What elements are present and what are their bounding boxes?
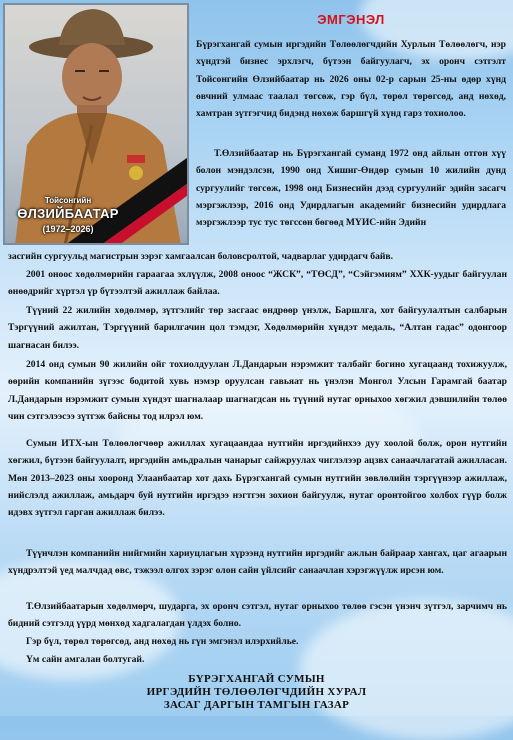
footer-line-1: БҮРЭГХАНГАЙ СУМЫН bbox=[188, 673, 325, 685]
paragraph-10: Үм сайн амгалан болтугай. bbox=[26, 654, 145, 665]
paragraph-6: Сумын ИТХ-ын Төлөөлөгчөөр ажиллах хугацаандаа нутгийн иргэдийнхээ дуу хоолой болж, орон нутгийн хөгжил, бүтээн байгуулалт, иргэдийн амьдралын чанарыг сайжруулах чиглэлээр ацзвх санаачлагатай ажилласан. Мөн 2013–2023 оны хооронд Улаанбаатар хот дахь Бүрэгхангай сумын нутгийн зөвлөлийн тэргүүнээр ажиллаж, нийслэлд ажиллаж, амьдарч буй нутгийн иргэдээ нэгтгэн зохион байгуулж, нутаг оронтойгоо холбох гүүр болж идэвх зүтгэл гарган ажиллаж билээ. bbox=[8, 438, 507, 519]
footer-line-2: ИРГЭДИЙН ТӨЛӨӨЛӨГЧДИЙН ХУРАЛ bbox=[146, 686, 367, 698]
paragraph-9: Гэр бүл, төрөл төрөгсөд, анд нөхөд нь гүн эмгэнэл илэрхийлье. bbox=[26, 636, 299, 647]
portrait-caption-patronymic: Тойсонгийн bbox=[44, 196, 92, 205]
page-title: ЭМГЭНЭЛ bbox=[317, 12, 385, 27]
paragraph-2-tail: засгийн сургуульд магистрын зэрэг хамгаалсан боловсролтой, чадварлаг удирдагч байв. bbox=[8, 251, 393, 262]
paragraph-1: Бүрэгхангай сумын иргэдийн Төлөөлөгчдийн Хурлын Төлөөлөгч, нэр хүндтэй бизнес эрхлэгч, бүтээн байгуулагч, эх оронч сэтгэлт Тойсонгийн Өлзийбаатар нь 2026 оны 02-р сарын 25-ны өдөр хүнд өвчний улмаас таалал төгсөж, гэр бүл, төрөл төрөгсөд, анд нөхөд, хамтран зүтгэгчид бидэнд нөхөж баршгүй хүнд гарз тохиолоо. bbox=[196, 39, 506, 120]
paragraph-7: Түүнчлэн компанийн нийгмийн хариуцлагын хүрээнд нутгийн иргэдийг ажлын байраар хангах, цаг агаарын хүндрэлтэй үед малчдад өвс, тэжээл олгох зэрэг олон сайн үйлсийг санаачлан хэрэгжүүлж ирсэн юм. bbox=[8, 548, 507, 577]
portrait-caption-years: (1972–2026) bbox=[42, 224, 94, 234]
paragraph-5: 2014 онд сумын 90 жилийн ойг тохиолдуулан Л.Дандарын нэрэмжит талбайг богино хугацаанд тохижуулж, өөрийн компанийн зүгээс бодитой хувь нэмэр оруулсан гавьяат нь үнэлэн Монгол Улсын Гарамгай баатар Л.Дандарын нэрэмжит сумын хүндэт шагналаар шагнагдсан нь түүний нутаг орныхоо хөгжил дэвшилийн төлөө чин сэтгэлээсээ зүтгэж байсны тод илрэл юм. bbox=[8, 359, 507, 422]
paragraph-8: Т.Өлзийбаатарын хөдөлмөрч, шударга, эх оронч сэтгэл, нутаг орныхоо төлөө гэсэн үнэнч зүтгэл, зарчимч нь бидний сэтгэлд үүрд мөнхөд хадгалагдан үлдэх болно. bbox=[8, 601, 507, 630]
paragraph-2-head: Т.Өлзийбаатар нь Бүрэгхангай суманд 1972 онд айлын отгон хүү болон мэндэлсэн, 1990 онд Хишиг-Өндөр сумын 10 жилийн дунд сургуулийг төгсөж, 1998 онд Бизнесийн дээд сургуулийг эдийн засагч мэргэжлээр, 2016 онд Удирдлагын академийг бизнесийн удирдлага мэргэжлээр тус тус төгссөн бөгөөд МҮИС-ийн Эдийн bbox=[196, 148, 506, 229]
footer-line-3: ЗАСАГ ДАРГЫН ТАМГЫН ГАЗАР bbox=[163, 699, 350, 711]
paragraph-3: 2001 оноос хөдөлмөрийн гараагаа эхлүүлж, 2008 оноос “ЖСК”, “ТӨСД”, “Сэйгэмиям” ХХК-уудыг байгуулан өнөөдрийг хүртэл үр бүтээлтэй ажиллаж байлаа. bbox=[8, 269, 507, 298]
portrait-caption-name: ӨЛЗИЙБААТАР bbox=[17, 206, 119, 221]
portrait-photo bbox=[3, 3, 189, 245]
paragraph-4: Түүний 22 жилийн хөдөлмөр, зүтгэлийг төр засгаас өндрөөр үнэлж, Баршлга, хот байгуулалтын салбарын Тэргүүний ажилтан, Тэргүүний барилгачин цол тэмдэг, Хөдөлмөрийн хүндэт медаль, “Алтан гадас” одонгоор шагнасан билээ. bbox=[8, 305, 507, 351]
